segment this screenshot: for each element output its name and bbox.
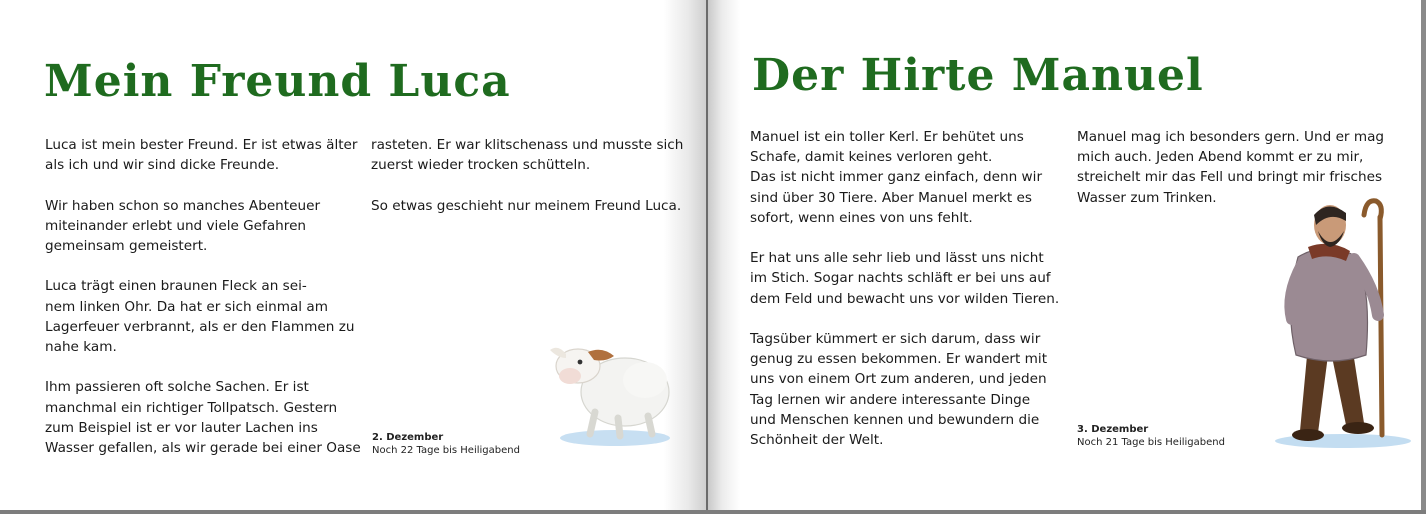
text-line: zuerst wieder trocken schütteln.	[371, 157, 591, 174]
left-page-title: Mein Freund Luca	[44, 56, 511, 107]
text-line: und Menschen kennen und bewundern die	[750, 411, 1040, 428]
paragraph	[750, 329, 1060, 450]
text-line: Wasser zum Trinken.	[1077, 189, 1217, 206]
right-page-countdown: Noch 21 Tage bis Heiligabend	[1077, 437, 1225, 448]
text-line: Schönheit der Welt.	[750, 432, 884, 449]
text-line: streichelt mir das Fell und bringt mir frisches	[1077, 169, 1383, 186]
left-page-countdown: Noch 22 Tage bis Heiligabend	[372, 445, 520, 456]
left-page-column-1	[45, 135, 361, 458]
text-line: mich auch. Jeden Abend kommt er zu mir,	[1077, 149, 1364, 166]
text-line: Luca ist mein bester Freund. Er ist etwas älter	[45, 137, 358, 153]
text-line: sind über 30 Tiere. Aber Manuel merkt es	[750, 189, 1032, 206]
text-line: zum Beispiel ist er vor lauter Lachen ins	[45, 419, 318, 436]
text-line: Tag lernen wir andere interessante Dinge	[750, 391, 1031, 408]
paragraph	[45, 276, 355, 357]
text-line: sofort, wenn eines von uns fehlt.	[750, 209, 973, 226]
right-page	[708, 0, 1422, 510]
text-line: Wasser gefallen, als wir gerade bei einer Oase	[45, 440, 361, 456]
text-line: im Stich. Sogar nachts schläft er bei uns auf	[750, 270, 1051, 287]
text-line: als ich und wir sind dicke Freunde.	[45, 157, 280, 174]
shepherd-illustration	[1268, 195, 1418, 455]
text-line: nem linken Ohr. Da hat er sich einmal am	[45, 298, 328, 315]
paragraph	[371, 196, 681, 216]
left-page	[0, 0, 706, 510]
page-edge-right	[1421, 0, 1426, 514]
text-line: Lagerfeuer verbrannt, als er den Flammen zu	[45, 318, 355, 335]
left-page-column-2	[371, 135, 684, 216]
sheep-illustration	[540, 330, 680, 450]
text-line: Wir haben schon so manches Abenteuer	[45, 197, 321, 214]
text-line: So etwas geschieht nur meinem Freund Luca.	[371, 197, 682, 214]
text-line: miteinander erlebt und viele Gefahren	[45, 217, 307, 234]
text-line: Er hat uns alle sehr lieb und lässt uns nicht	[750, 250, 1044, 267]
text-line: Ihm passieren oft solche Sachen. Er ist	[45, 379, 309, 396]
text-line: dem Feld und bewacht uns vor wilden Tieren.	[750, 290, 1060, 307]
left-page-date-block	[372, 431, 520, 457]
text-line: Schafe, damit keines verloren geht.	[750, 149, 993, 166]
text-line: genug zu essen bekommen. Er wandert mit	[750, 351, 1048, 368]
text-line: Manuel ist ein toller Kerl. Er behütet uns	[750, 129, 1024, 145]
paragraph	[750, 127, 1060, 228]
text-line: nahe kam.	[45, 339, 117, 355]
text-line: Das ist nicht immer ganz einfach, denn wir	[750, 169, 1043, 186]
text-line: manchmal ein richtiger Tollpatsch. Gestern	[45, 399, 338, 416]
paragraph	[750, 248, 1060, 309]
right-page-title: Der Hirte Manuel	[752, 50, 1204, 101]
right-page-date-block	[1077, 423, 1225, 449]
right-page-column-1	[750, 127, 1060, 450]
page-edge-bottom	[0, 510, 1426, 514]
text-line: Luca trägt einen braunen Fleck an sei-	[45, 278, 307, 295]
left-page-date: 2. Dezember	[372, 432, 444, 443]
text-line: Manuel mag ich besonders gern. Und er mag	[1077, 129, 1385, 145]
text-line: Tagsüber kümmert er sich darum, dass wir	[750, 331, 1041, 347]
right-page-date: 3. Dezember	[1077, 424, 1149, 435]
paragraph	[371, 135, 684, 175]
text-line: rasteten. Er war klitschenass und musste sich	[371, 137, 684, 153]
paragraph	[45, 377, 361, 458]
text-line: gemeinsam gemeistert.	[45, 238, 208, 254]
paragraph	[45, 135, 358, 175]
text-line: uns von einem Ort zum anderen, und jeden	[750, 371, 1047, 388]
paragraph	[45, 196, 355, 257]
